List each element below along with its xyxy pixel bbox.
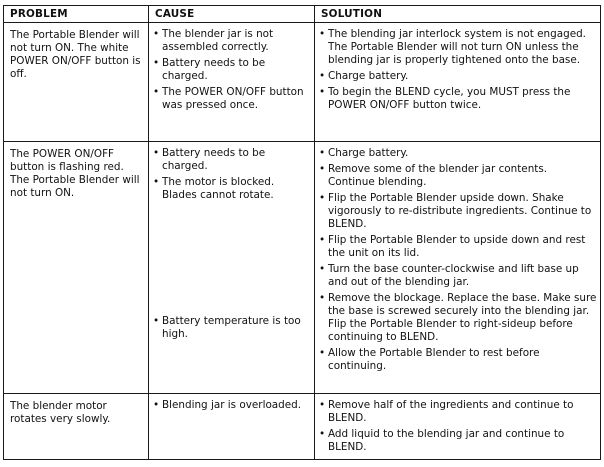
table-row	[4, 23, 601, 142]
solution-item: • Flip the Portable Blender to upside down and rest the unit on its lid.	[319, 234, 597, 260]
table-row	[4, 394, 601, 460]
solution-item: • Charge battery.	[319, 147, 597, 160]
cause-cell	[149, 142, 315, 394]
cause-cell	[149, 23, 315, 142]
problem-cell	[4, 23, 149, 142]
cause-item: • The motor is blocked. Blades cannot rotate.	[153, 176, 311, 202]
solution-list	[315, 142, 600, 373]
table-row	[4, 142, 601, 394]
solution-item: • Flip the Portable Blender upside down. Shake vigorously to re-distribute ingredients. Continue to BLEND.	[319, 192, 597, 231]
solution-item: • Add liquid to the blending jar and continue to BLEND.	[319, 428, 597, 454]
solution-list	[315, 394, 600, 454]
cause-item: • Battery needs to be charged.	[153, 57, 311, 83]
solution-item: • The blending jar interlock system is not engaged. The Portable Blender will not turn ON unless the blending jar is properly tightened onto the base.	[319, 28, 597, 67]
cause-list	[149, 23, 314, 112]
solution-cell	[315, 394, 601, 460]
problem-header: PROBLEM	[4, 6, 149, 23]
problem-cell	[4, 142, 149, 394]
solution-item: • Turn the base counter-clockwise and lift base up and out of the blending jar.	[319, 263, 597, 289]
header-row	[4, 6, 601, 23]
cause-header: CAUSE	[149, 6, 315, 23]
solution-cell	[315, 23, 601, 142]
problem-text: The blender motor rotates very slowly.	[10, 400, 111, 425]
solution-item: • Remove half of the ingredients and continue to BLEND.	[319, 399, 597, 425]
solution-header: SOLUTION	[315, 6, 601, 23]
cause-item: • Battery temperature is too high.	[153, 315, 311, 341]
solution-item: • To begin the BLEND cycle, you MUST press the POWER ON/OFF button twice.	[319, 86, 597, 112]
solution-list	[315, 23, 600, 112]
troubleshooting-table	[3, 5, 600, 460]
solution-item: • Allow the Portable Blender to rest before continuing.	[319, 347, 597, 373]
solution-item: • Remove the blockage. Replace the base. Make sure the base is screwed securely into the blending jar. Flip the Portable Blender to right-sideup before continuing to BLEND.	[319, 292, 597, 344]
solution-cell	[315, 142, 601, 394]
cause-item: • Battery needs to be charged.	[153, 147, 311, 173]
cause-item: • The POWER ON/OFF button was pressed once.	[153, 86, 311, 112]
cause-item: • The blender jar is not assembled correctly.	[153, 28, 311, 54]
solution-item: • Charge battery.	[319, 70, 597, 83]
cause-list	[149, 394, 314, 412]
solution-item: • Remove some of the blender jar contents. Continue blending.	[319, 163, 597, 189]
cause-item: • Blending jar is overloaded.	[153, 399, 311, 412]
problem-text: The Portable Blender will not turn ON. The white POWER ON/OFF button is off.	[10, 29, 141, 80]
problem-text: The POWER ON/OFF button is flashing red. The Portable Blender will not turn ON.	[10, 148, 140, 199]
cause-cell	[149, 394, 315, 460]
cause-list	[149, 142, 314, 341]
problem-cell	[4, 394, 149, 460]
